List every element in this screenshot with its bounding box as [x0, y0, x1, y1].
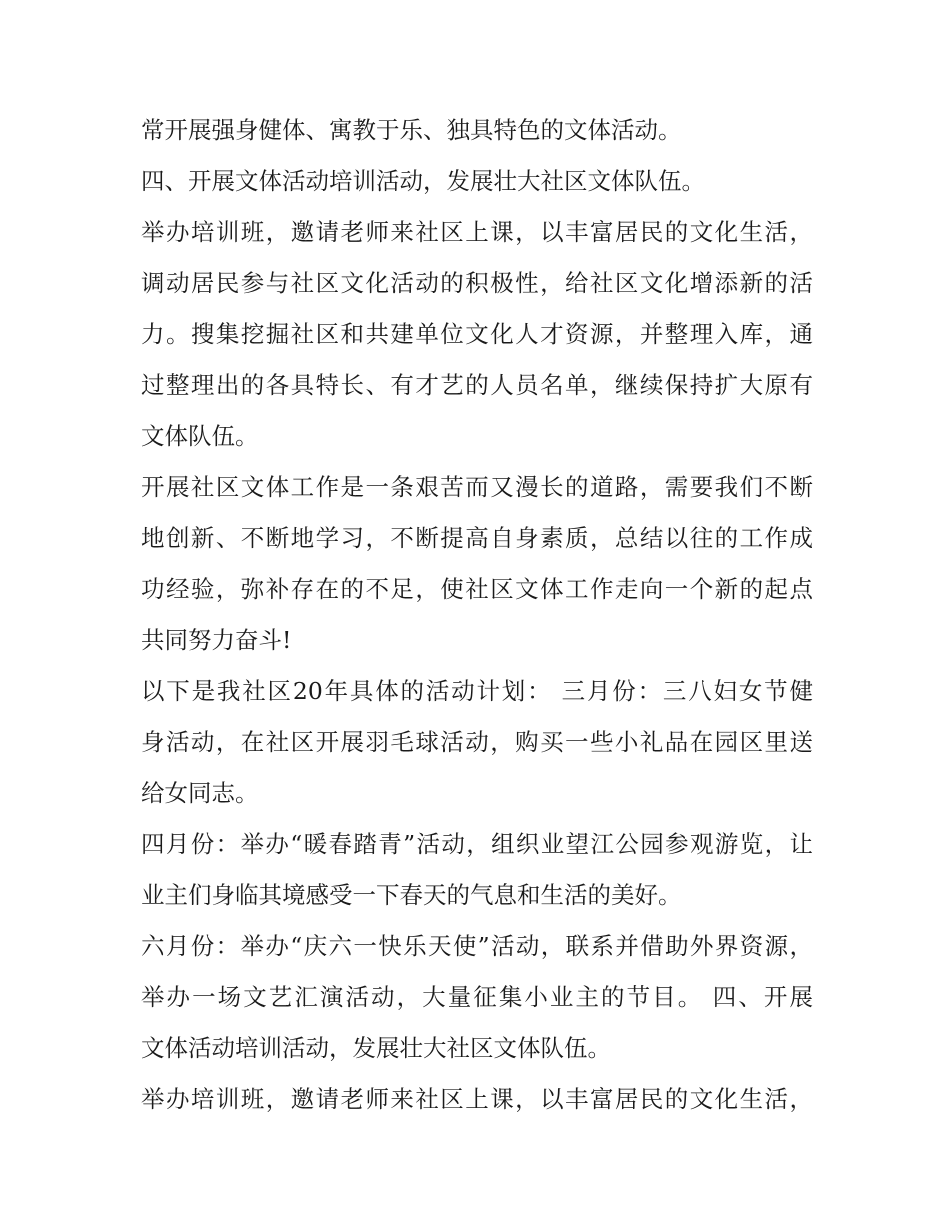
- text-line: 文体活动培训活动，发展壮大社区文体队伍。: [141, 1034, 611, 1062]
- text-line: 共同努力奋斗!: [141, 626, 292, 654]
- text-line: 六月份：举办“庆六一快乐天使”活动，联系并借助外界资源，: [141, 932, 813, 960]
- text-line: 四、开展文体活动培训活动，发展壮大社区文体队伍。: [141, 167, 705, 195]
- text-line: 给女同志。: [141, 779, 259, 807]
- document-body: [141, 108, 813, 1128]
- text-line: 文体队伍。: [141, 422, 259, 450]
- text-line: 功经验，弥补存在的不足，使社区文体工作走向一个新的起点: [141, 575, 813, 603]
- text-line: 业主们身临其境感受一下春天的气息和生活的美好。: [141, 881, 682, 909]
- text-line: 地创新、不断地学习，不断提高自身素质，总结以往的工作成: [141, 524, 813, 552]
- text-line: 举办一场文艺汇演活动，大量征集小业主的节目。 四、开展: [141, 983, 813, 1011]
- text-line: 以下是我社区20年具体的活动计划： 三月份：三八妇女节健: [141, 677, 813, 705]
- text-line: 四月份：举办“暖春踏青”活动，组织业望江公园参观游览，让: [141, 830, 813, 858]
- text-line: 举办培训班，邀请老师来社区上课，以丰富居民的文化生活，: [141, 1085, 813, 1113]
- text-line: 举办培训班，邀请老师来社区上课，以丰富居民的文化生活，: [141, 218, 813, 246]
- text-line: 开展社区文体工作是一条艰苦而又漫长的道路，需要我们不断: [141, 473, 813, 501]
- text-line: 常开展强身健体、寓教于乐、独具特色的文体活动。: [141, 116, 682, 144]
- text-line: 力。搜集挖掘社区和共建单位文化人才资源，并整理入库，通: [141, 320, 813, 348]
- text-line: 调动居民参与社区文化活动的积极性，给社区文化增添新的活: [141, 269, 813, 297]
- text-line: 身活动，在社区开展羽毛球活动，购买一些小礼品在园区里送: [141, 728, 813, 756]
- text-line: 过整理出的各具特长、有才艺的人员名单，继续保持扩大原有: [141, 371, 813, 399]
